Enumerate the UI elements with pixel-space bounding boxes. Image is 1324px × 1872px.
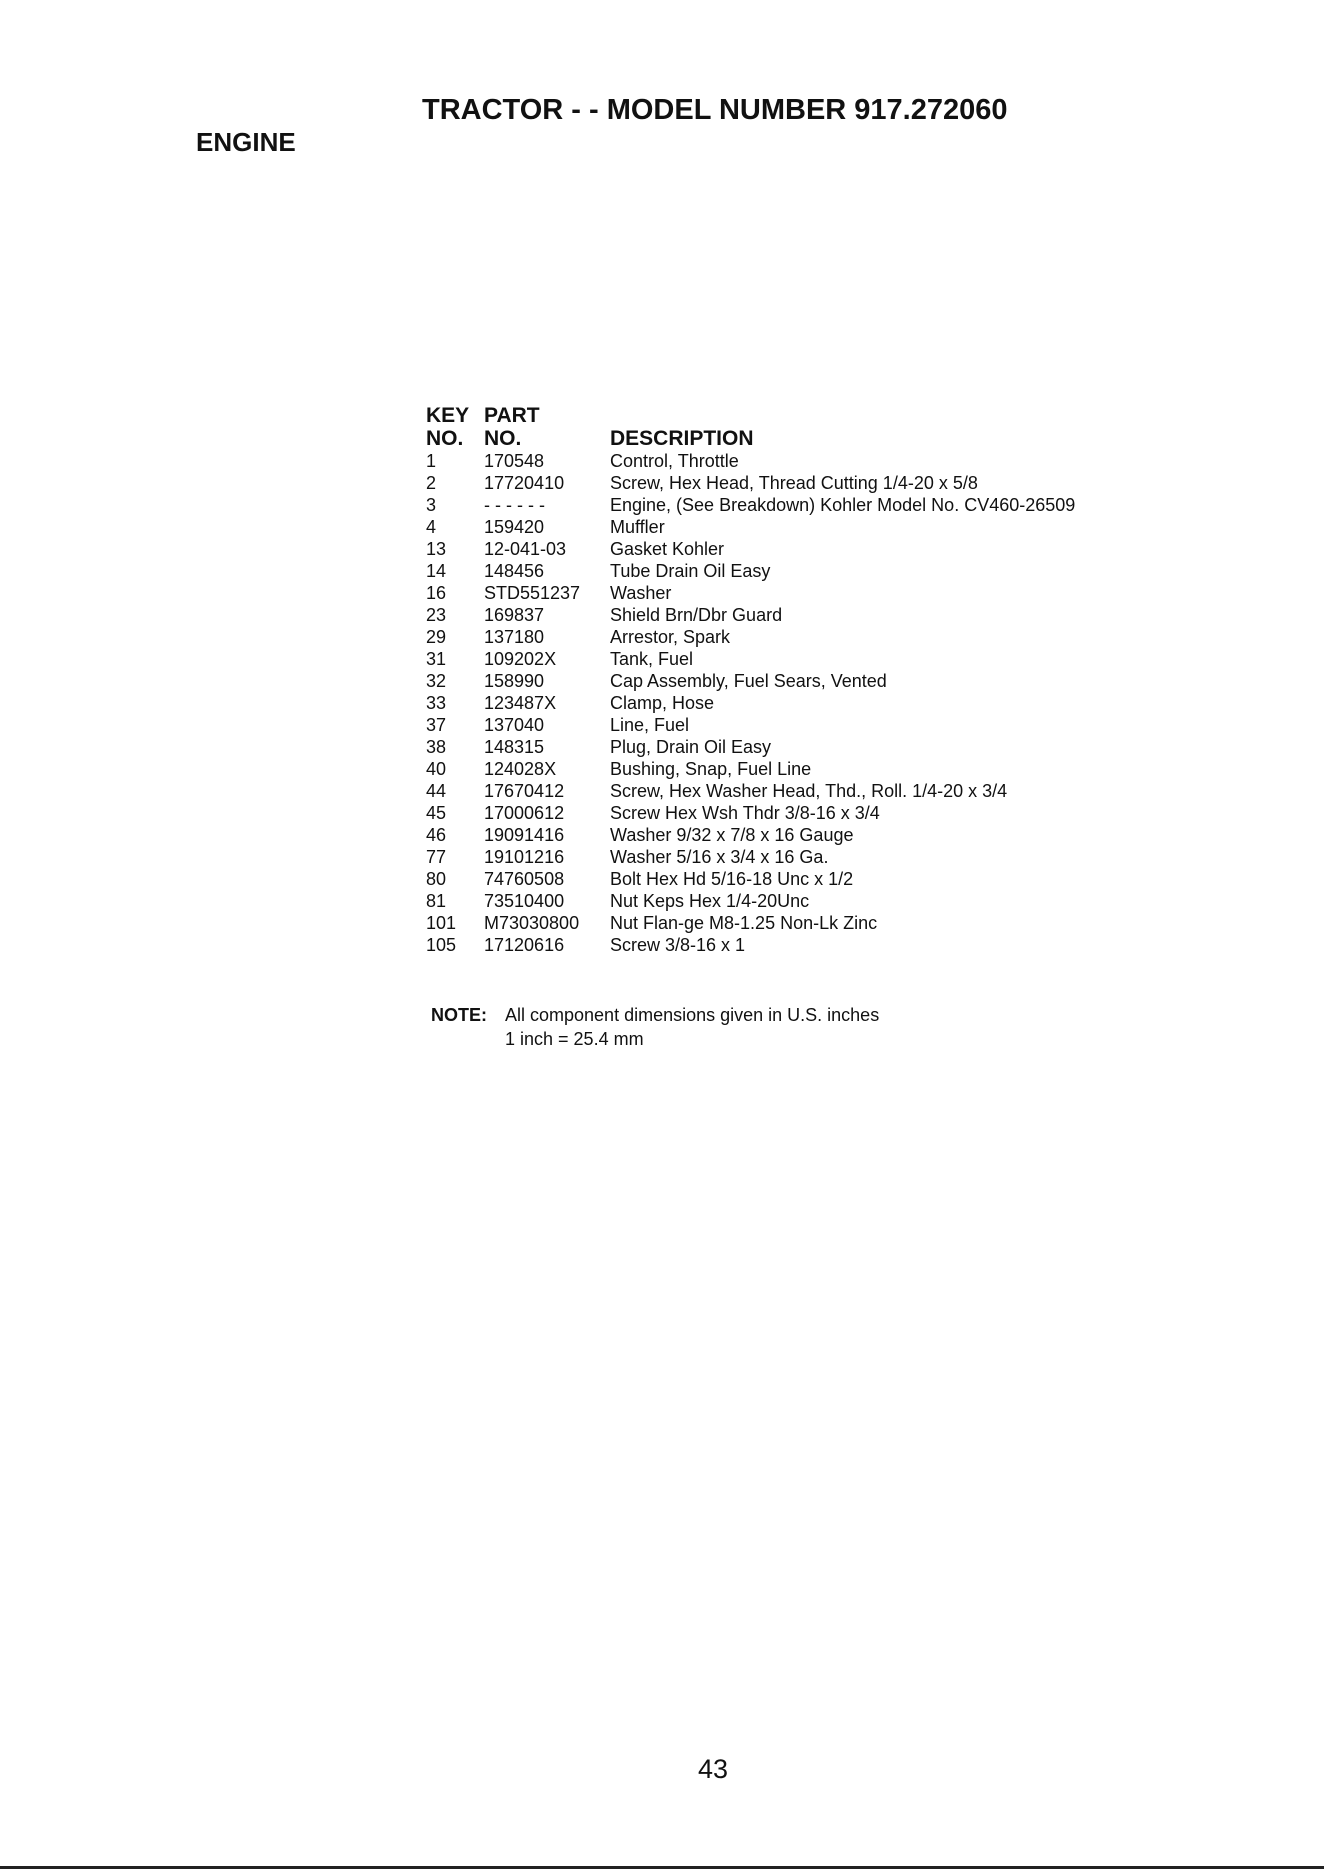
part-cell: 123487X [484, 693, 557, 713]
description-cell: Tank, Fuel [610, 649, 694, 669]
key-cell: 16 [426, 583, 447, 603]
description-cell: Washer 9/32 x 7/8 x 16 Gauge [610, 825, 854, 845]
description-cell: Muffler [610, 517, 665, 537]
part-cell: 137180 [484, 627, 545, 647]
key-cell: 14 [426, 561, 447, 581]
page-title: TRACTOR - - MODEL NUMBER 917.272060 [422, 94, 1008, 126]
key-cell: 33 [426, 693, 447, 713]
table-row [426, 780, 1170, 802]
table-row [426, 868, 1170, 890]
description-cell: Washer [610, 583, 672, 603]
table-row [426, 582, 1170, 604]
description-header-spacer [610, 404, 1170, 427]
part-cell: M73030800 [484, 913, 580, 933]
description-cell: Nut Flan-ge M8-1.25 Non-Lk Zinc [610, 913, 878, 933]
key-cell: 3 [426, 495, 437, 515]
description-cell: Plug, Drain Oil Easy [610, 737, 772, 757]
table-row [426, 626, 1170, 648]
table-row [426, 560, 1170, 582]
key-cell: 1 [426, 451, 437, 471]
description-cell: Control, Throttle [610, 451, 739, 471]
table-row [426, 692, 1170, 714]
key-cell: 38 [426, 737, 447, 757]
key-cell: 29 [426, 627, 447, 647]
part-cell: 17720410 [484, 473, 565, 493]
part-cell: 124028X [484, 759, 557, 779]
table-row [426, 890, 1170, 912]
description-cell: Bolt Hex Hd 5/16-18 Unc x 1/2 [610, 869, 854, 889]
description-cell: Bushing, Snap, Fuel Line [610, 759, 812, 779]
table-row [426, 670, 1170, 692]
note-label: NOTE: [431, 1005, 487, 1025]
description-cell: Nut Keps Hex 1/4-20Unc [610, 891, 810, 911]
part-cell: 73510400 [484, 891, 565, 911]
header-row-2 [426, 427, 1170, 450]
part-cell: 17670412 [484, 781, 565, 801]
part-cell: 74760508 [484, 869, 565, 889]
description-cell: Tube Drain Oil Easy [610, 561, 771, 581]
part-cell: 137040 [484, 715, 545, 735]
part-cell: 12-041-03 [484, 539, 567, 559]
table-row [426, 494, 1170, 516]
table-row [426, 472, 1170, 494]
table-row [426, 912, 1170, 934]
part-cell: 17000612 [484, 803, 565, 823]
key-header-line2: NO. [426, 427, 464, 450]
description-cell: Screw, Hex Washer Head, Thd., Roll. 1/4-20 x 3/4 [610, 781, 1008, 801]
description-cell: Washer 5/16 x 3/4 x 16 Ga. [610, 847, 829, 867]
description-cell: Screw Hex Wsh Thdr 3/8-16 x 3/4 [610, 803, 880, 823]
part-cell: 158990 [484, 671, 545, 691]
key-cell: 44 [426, 781, 447, 801]
key-cell: 46 [426, 825, 447, 845]
note-line-1 [431, 1003, 879, 1027]
parts-table-header [426, 404, 1170, 450]
table-row [426, 450, 1170, 472]
table-row [426, 824, 1170, 846]
table-row [426, 758, 1170, 780]
description-header: DESCRIPTION [610, 427, 754, 450]
part-cell: 19101216 [484, 847, 565, 867]
key-cell: 77 [426, 847, 447, 867]
part-cell: 19091416 [484, 825, 565, 845]
key-cell: 4 [426, 517, 437, 537]
key-cell: 2 [426, 473, 437, 493]
description-cell: Screw, Hex Head, Thread Cutting 1/4-20 x 5/8 [610, 473, 978, 493]
key-cell: 81 [426, 891, 447, 911]
key-cell: 32 [426, 671, 447, 691]
table-row [426, 846, 1170, 868]
section-title: ENGINE [196, 127, 296, 157]
key-cell: 37 [426, 715, 447, 735]
part-cell: 148456 [484, 561, 545, 581]
parts-table-body [426, 450, 1170, 956]
table-row [426, 934, 1170, 956]
key-cell: 40 [426, 759, 447, 779]
part-cell: 109202X [484, 649, 557, 669]
part-cell: 170548 [484, 451, 545, 471]
parts-table [426, 404, 1170, 956]
table-row [426, 714, 1170, 736]
key-cell: 45 [426, 803, 447, 823]
part-cell: 169837 [484, 605, 545, 625]
note [431, 1003, 879, 1051]
note-text-2: 1 inch = 25.4 mm [505, 1029, 644, 1049]
key-cell: 80 [426, 869, 447, 889]
key-header-line1: KEY [426, 404, 470, 427]
part-cell: STD551237 [484, 583, 581, 603]
description-cell: Screw 3/8-16 x 1 [610, 935, 746, 955]
bottom-rule [0, 1866, 1324, 1869]
description-cell: Engine, (See Breakdown) Kohler Model No. CV460-26509 [610, 495, 1076, 515]
description-cell: Gasket Kohler [610, 539, 725, 559]
table-row [426, 538, 1170, 560]
table-row [426, 802, 1170, 824]
part-header-line2: NO. [484, 427, 522, 450]
part-cell: 159420 [484, 517, 545, 537]
key-cell: 23 [426, 605, 447, 625]
table-row [426, 736, 1170, 758]
header-row-1 [426, 404, 1170, 427]
table-row [426, 604, 1170, 626]
description-cell: Arrestor, Spark [610, 627, 731, 647]
key-cell: 101 [426, 913, 457, 933]
page-number: 43 [698, 1754, 729, 1784]
description-cell: Line, Fuel [610, 715, 690, 735]
key-cell: 31 [426, 649, 447, 669]
table-row [426, 648, 1170, 670]
part-header-line1: PART [484, 404, 540, 427]
part-cell: 148315 [484, 737, 545, 757]
key-cell: 105 [426, 935, 457, 955]
part-cell: 17120616 [484, 935, 565, 955]
note-text-1: All component dimensions given in U.S. inches [505, 1005, 880, 1025]
table-row [426, 516, 1170, 538]
key-cell: 13 [426, 539, 447, 559]
description-cell: Cap Assembly, Fuel Sears, Vented [610, 671, 887, 691]
description-cell: Clamp, Hose [610, 693, 715, 713]
part-cell: - - - - - - [484, 495, 545, 515]
description-cell: Shield Brn/Dbr Guard [610, 605, 783, 625]
